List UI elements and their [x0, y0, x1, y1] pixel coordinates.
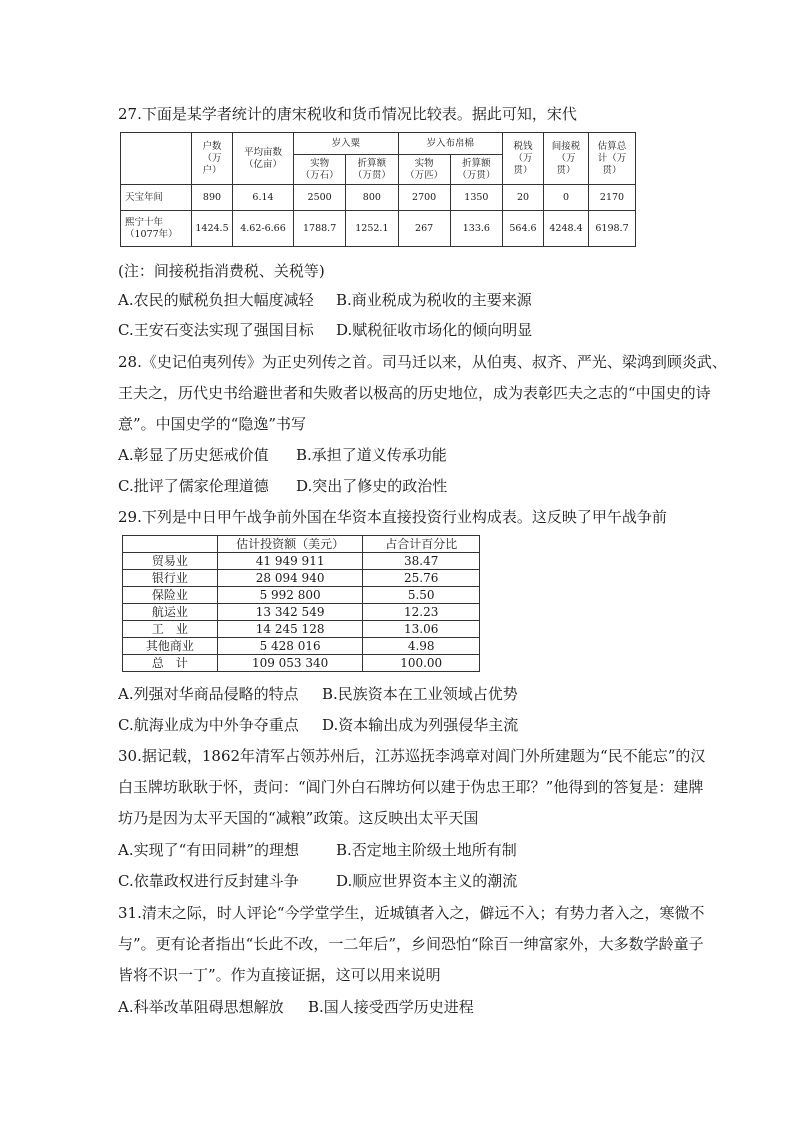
table-row: 银行业 28 094 940 25.76 [123, 570, 480, 587]
table-row: 航运业 13 342 549 12.23 [123, 604, 480, 621]
table-cell: 890 [192, 185, 233, 211]
col-header-cloth-converted: 折算额 （万贯） [450, 155, 502, 185]
table-cell: 267 [398, 211, 450, 247]
table-cell: 2170 [589, 185, 636, 211]
q28-option-b[interactable]: B.承担了道义传承功能 [296, 446, 447, 464]
q30-option-a[interactable]: A.实现了“有田同耕”的理想 [118, 841, 299, 859]
table-header-row [123, 536, 480, 553]
question-31-line-2: 与”。更有论者指出“长此不改，一二年后”，乡间恐怕“除百一绅富家外，大多数学龄童子 [118, 935, 704, 953]
question-30-line-3: 坊乃是因为太平天国的“减粮”政策。这反映出太平天国 [118, 809, 479, 827]
col-header-grain-real: 实物 （万石） [294, 155, 346, 185]
row-label: 天宝年间 [121, 185, 192, 211]
table-row: 工 业 14 245 128 13.06 [123, 621, 480, 638]
col-header-industry [123, 536, 218, 553]
q29-option-d[interactable]: D.资本输出成为列强侵华主流 [322, 716, 519, 734]
col-header-cloth: 岁入布帛棉 [398, 133, 503, 155]
question-28-line-3: 意”。中国史学的“隐逸”书写 [118, 415, 307, 433]
question-31-line-1: 31.清末之际，时人评论“今学堂学生，近城镇者入之，僻远不入；有势力者入之，寒微不 [118, 904, 705, 922]
question-27-stem: 27.下面是某学者统计的唐宋税收和货币情况比较表。据此可知，宋代 [118, 105, 577, 123]
question-27-note: (注：间接税指消费税、关税等) [118, 262, 325, 280]
q30-option-d[interactable]: D.顺应世界资本主义的潮流 [336, 872, 518, 890]
table-cell: 20 [503, 185, 544, 211]
col-header-percent: 占合计百分比 [363, 536, 480, 553]
table-cell: 6.14 [233, 185, 294, 211]
q28-option-d[interactable]: D.突出了修史的政治性 [296, 477, 448, 495]
table-cell: 1424.5 [192, 211, 233, 247]
table-row-total: 总 计 109 053 340 100.00 [123, 655, 480, 672]
table-cell: 1252.1 [346, 211, 398, 247]
q28-option-a[interactable]: A.彰显了历史惩戒价值 [118, 446, 269, 464]
q29-option-b[interactable]: B.民族资本在工业领域占优势 [322, 685, 518, 703]
col-header-cloth-real: 实物 （万匹） [398, 155, 450, 185]
q31-option-b[interactable]: B.国人接受西学历史进程 [308, 998, 474, 1016]
table-cell: 133.6 [450, 211, 502, 247]
table-row [121, 185, 636, 211]
question-31-line-3: 皆将不识一丁”。作为直接证据，这可以用来说明 [118, 966, 441, 984]
foreign-investment-table [122, 535, 480, 672]
table-cell: 800 [346, 185, 398, 211]
q29-option-a[interactable]: A.列强对华商品侵略的特点 [118, 685, 299, 703]
col-header-indirect-tax: 间接税 （万 贯） [544, 133, 589, 185]
table-cell: 4248.4 [544, 211, 589, 247]
question-28-line-2: 王夫之，历代史书给避世者和失败者以极高的历史地位，成为表彰匹夫之志的“中国史的诗 [118, 384, 711, 402]
question-30-line-2: 白玉牌坊耿耿于怀，责问：“阊门外白石牌坊何以建于伪忠王耶？”他得到的答复是：建牌 [118, 778, 704, 796]
question-28-line-1: 28.《史记伯夷列传》为正史列传之首。司马迁以来，从伯夷、叔齐、严光、梁鸿到顾炎武、 [118, 353, 727, 371]
table-cell: 4.62-6.66 [233, 211, 294, 247]
q30-option-b[interactable]: B.否定地主阶级土地所有制 [336, 841, 517, 859]
table-cell: 1788.7 [294, 211, 346, 247]
table-cell: 2500 [294, 185, 346, 211]
col-header-avg-acre: 平均亩数 （亿亩） [233, 133, 294, 185]
table-cell: 2700 [398, 185, 450, 211]
question-30-line-1: 30.据记载，1862年清军占领苏州后，江苏巡抚李鸿章对阊门外所建题为“民不能忘”的汉 [118, 747, 706, 765]
col-header-grain-converted: 折算额 （万贯） [346, 155, 398, 185]
q27-option-a[interactable]: A.农民的赋税负担大幅度减轻 [118, 291, 314, 309]
table-cell: 6198.7 [589, 211, 636, 247]
q27-option-c[interactable]: C.王安石变法实现了强国目标 [118, 321, 314, 339]
q27-option-b[interactable]: B.商业税成为税收的主要来源 [336, 291, 532, 309]
table-row [121, 211, 636, 247]
col-header-total: 估算总 计（万 贯） [589, 133, 636, 185]
col-header-investment: 估计投资额（美元） [217, 536, 363, 553]
tang-song-tax-table [120, 132, 636, 247]
table-cell: 1350 [450, 185, 502, 211]
q31-option-a[interactable]: A.科举改革阻碍思想解放 [118, 998, 284, 1016]
question-29-stem: 29.下列是中日甲午战争前外国在华资本直接投资行业构成表。这反映了甲午战争前 [118, 508, 667, 526]
table-corner-cell [121, 133, 192, 185]
col-header-households: 户数 （万 户） [192, 133, 233, 185]
col-header-grain: 岁入粟 [294, 133, 399, 155]
q30-option-c[interactable]: C.依靠政权进行反封建斗争 [118, 872, 299, 890]
table-row: 贸易业 41 949 911 38.47 [123, 553, 480, 570]
q27-option-d[interactable]: D.赋税征收市场化的倾向明显 [336, 321, 533, 339]
table-row: 保险业 5 992 800 5.50 [123, 587, 480, 604]
row-label: 熙宁十年 （1077年） [121, 211, 192, 247]
table-cell: 0 [544, 185, 589, 211]
col-header-tax-money: 税钱 （万 贯） [503, 133, 544, 185]
table-row: 其他商业 5 428 016 4.98 [123, 638, 480, 655]
q28-option-c[interactable]: C.批评了儒家伦理道德 [118, 477, 269, 495]
q29-option-c[interactable]: C.航海业成为中外争夺重点 [118, 716, 299, 734]
table-cell: 564.6 [503, 211, 544, 247]
